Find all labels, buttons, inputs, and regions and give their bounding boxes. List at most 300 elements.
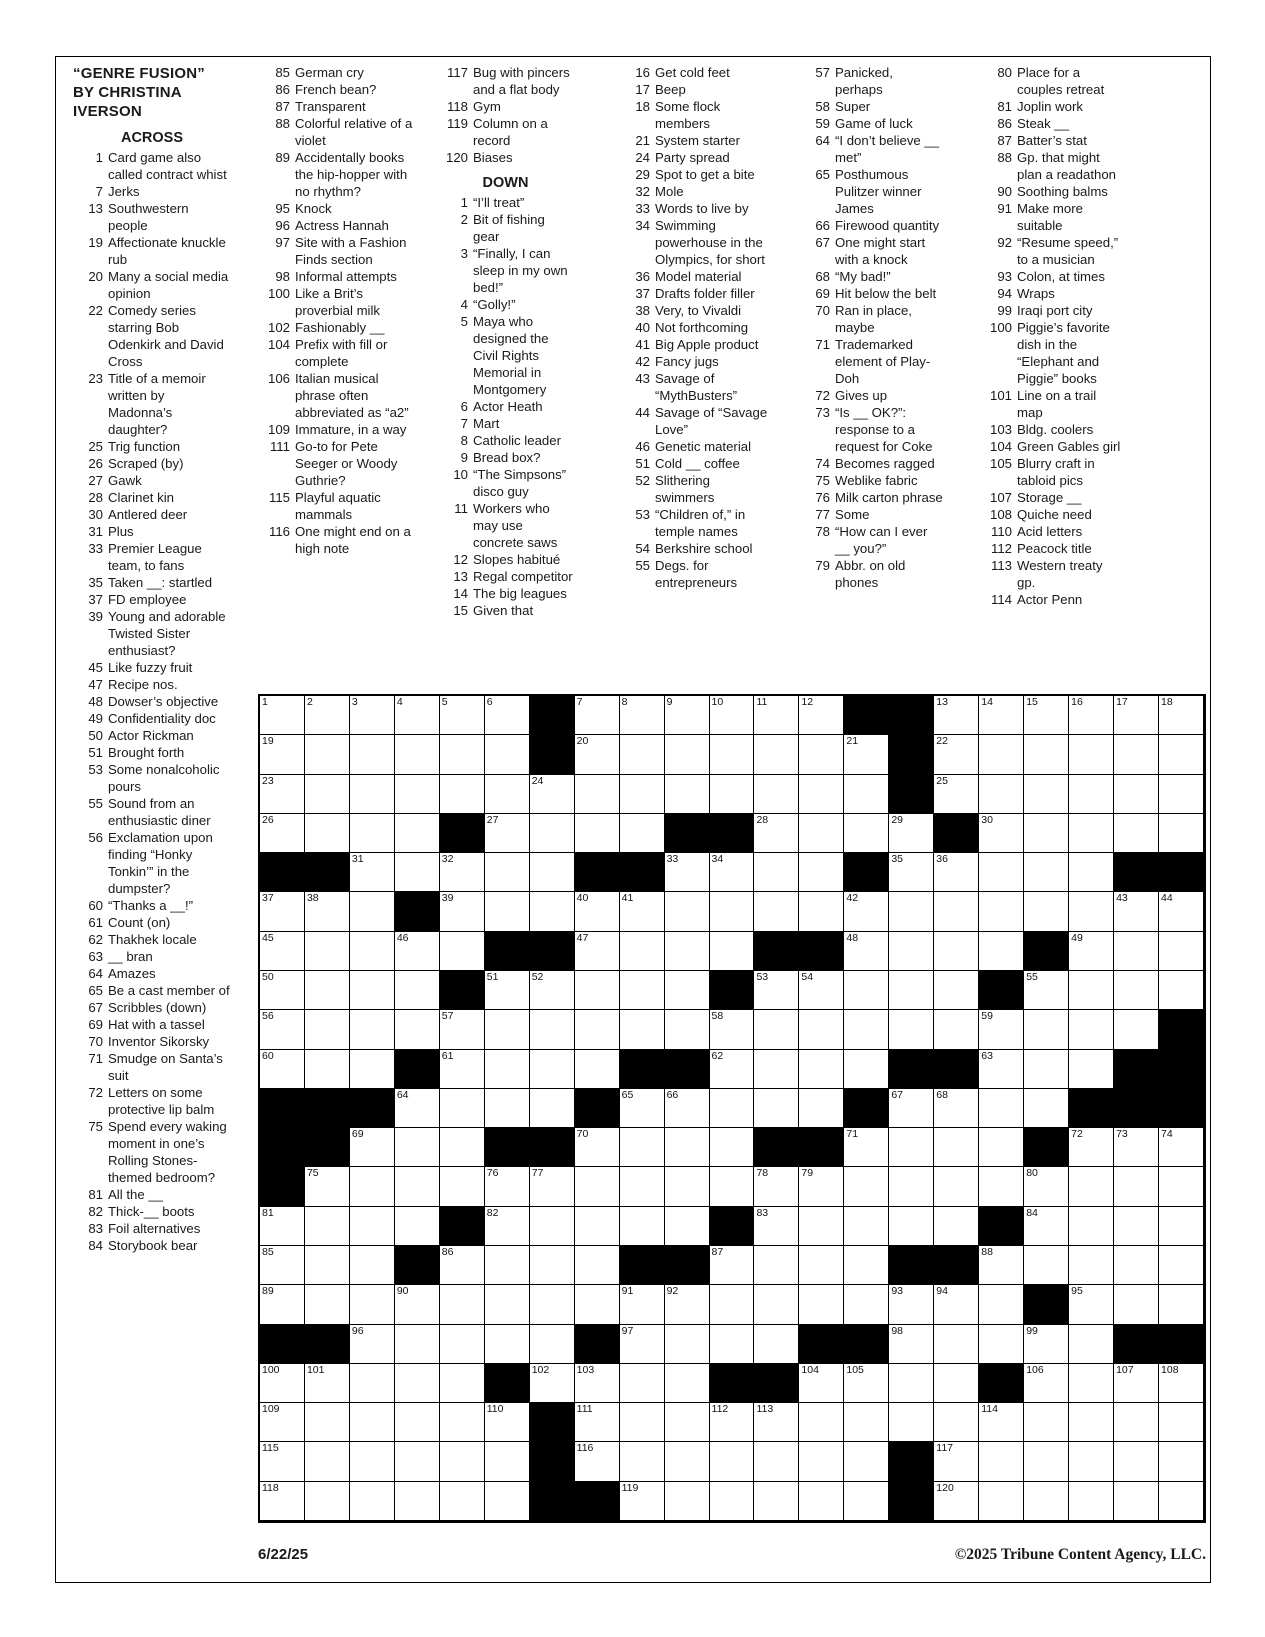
grid-cell-r21c4[interactable] bbox=[395, 1482, 440, 1521]
grid-cell-r4c3[interactable] bbox=[350, 814, 395, 853]
grid-cell-r4c17[interactable] bbox=[979, 814, 1024, 853]
grid-cell-r14c2[interactable] bbox=[305, 1207, 350, 1246]
grid-cell-r18c9[interactable] bbox=[620, 1364, 665, 1403]
grid-cell-r8c10[interactable] bbox=[665, 971, 710, 1010]
grid-cell-r11c15[interactable] bbox=[889, 1089, 934, 1128]
grid-cell-r16c20[interactable] bbox=[1114, 1285, 1159, 1324]
grid-cell-r5c19[interactable] bbox=[1069, 853, 1114, 892]
grid-cell-r15c3[interactable] bbox=[350, 1246, 395, 1285]
grid-cell-r14c14[interactable] bbox=[844, 1207, 889, 1246]
grid-cell-r10c7[interactable] bbox=[530, 1050, 575, 1089]
grid-cell-r10c17[interactable] bbox=[979, 1050, 1024, 1089]
grid-cell-r15c21[interactable] bbox=[1159, 1246, 1204, 1285]
grid-cell-r10c14[interactable] bbox=[844, 1050, 889, 1089]
grid-cell-r10c3[interactable] bbox=[350, 1050, 395, 1089]
grid-cell-r20c8[interactable] bbox=[575, 1442, 620, 1481]
grid-cell-r4c13[interactable] bbox=[799, 814, 844, 853]
grid-cell-r14c6[interactable] bbox=[485, 1207, 530, 1246]
grid-cell-r16c7[interactable] bbox=[530, 1285, 575, 1324]
grid-cell-r12c19[interactable] bbox=[1069, 1128, 1114, 1167]
grid-cell-r6c16[interactable] bbox=[934, 892, 979, 931]
grid-cell-r16c12[interactable] bbox=[754, 1285, 799, 1324]
grid-cell-r3c4[interactable] bbox=[395, 775, 440, 814]
grid-cell-r15c1[interactable] bbox=[260, 1246, 305, 1285]
grid-cell-r19c4[interactable] bbox=[395, 1403, 440, 1442]
grid-cell-r10c19[interactable] bbox=[1069, 1050, 1114, 1089]
grid-cell-r20c10[interactable] bbox=[665, 1442, 710, 1481]
grid-cell-r18c14[interactable] bbox=[844, 1364, 889, 1403]
grid-cell-r3c14[interactable] bbox=[844, 775, 889, 814]
grid-cell-r8c15[interactable] bbox=[889, 971, 934, 1010]
grid-cell-r19c5[interactable] bbox=[440, 1403, 485, 1442]
grid-cell-r6c14[interactable] bbox=[844, 892, 889, 931]
grid-cell-r20c3[interactable] bbox=[350, 1442, 395, 1481]
grid-cell-r18c7[interactable] bbox=[530, 1364, 575, 1403]
grid-cell-r2c12[interactable] bbox=[754, 735, 799, 774]
grid-cell-r16c21[interactable] bbox=[1159, 1285, 1204, 1324]
grid-cell-r3c17[interactable] bbox=[979, 775, 1024, 814]
grid-cell-r21c9[interactable] bbox=[620, 1482, 665, 1521]
grid-cell-r20c16[interactable] bbox=[934, 1442, 979, 1481]
grid-cell-r4c21[interactable] bbox=[1159, 814, 1204, 853]
grid-cell-r5c6[interactable] bbox=[485, 853, 530, 892]
grid-cell-r6c6[interactable] bbox=[485, 892, 530, 931]
grid-cell-r20c17[interactable] bbox=[979, 1442, 1024, 1481]
grid-cell-r5c7[interactable] bbox=[530, 853, 575, 892]
grid-cell-r2c14[interactable] bbox=[844, 735, 889, 774]
grid-cell-r13c3[interactable] bbox=[350, 1167, 395, 1206]
grid-cell-r7c9[interactable] bbox=[620, 932, 665, 971]
grid-cell-r12c4[interactable] bbox=[395, 1128, 440, 1167]
grid-cell-r8c20[interactable] bbox=[1114, 971, 1159, 1010]
grid-cell-r3c5[interactable] bbox=[440, 775, 485, 814]
grid-cell-r2c4[interactable] bbox=[395, 735, 440, 774]
grid-cell-r21c12[interactable] bbox=[754, 1482, 799, 1521]
grid-cell-r21c14[interactable] bbox=[844, 1482, 889, 1521]
grid-cell-r1c21[interactable] bbox=[1159, 696, 1204, 735]
grid-cell-r13c8[interactable] bbox=[575, 1167, 620, 1206]
grid-cell-r20c20[interactable] bbox=[1114, 1442, 1159, 1481]
grid-cell-r13c11[interactable] bbox=[710, 1167, 755, 1206]
grid-cell-r3c9[interactable] bbox=[620, 775, 665, 814]
grid-cell-r9c15[interactable] bbox=[889, 1010, 934, 1049]
grid-cell-r9c14[interactable] bbox=[844, 1010, 889, 1049]
grid-cell-r3c3[interactable] bbox=[350, 775, 395, 814]
grid-cell-r21c2[interactable] bbox=[305, 1482, 350, 1521]
grid-cell-r5c12[interactable] bbox=[754, 853, 799, 892]
grid-cell-r3c16[interactable] bbox=[934, 775, 979, 814]
grid-cell-r16c15[interactable] bbox=[889, 1285, 934, 1324]
grid-cell-r8c19[interactable] bbox=[1069, 971, 1114, 1010]
grid-cell-r14c7[interactable] bbox=[530, 1207, 575, 1246]
grid-cell-r4c15[interactable] bbox=[889, 814, 934, 853]
grid-cell-r17c7[interactable] bbox=[530, 1325, 575, 1364]
grid-cell-r13c18[interactable] bbox=[1024, 1167, 1069, 1206]
grid-cell-r18c2[interactable] bbox=[305, 1364, 350, 1403]
grid-cell-r11c17[interactable] bbox=[979, 1089, 1024, 1128]
grid-cell-r21c5[interactable] bbox=[440, 1482, 485, 1521]
grid-cell-r9c20[interactable] bbox=[1114, 1010, 1159, 1049]
grid-cell-r7c1[interactable] bbox=[260, 932, 305, 971]
grid-cell-r12c15[interactable] bbox=[889, 1128, 934, 1167]
grid-cell-r1c18[interactable] bbox=[1024, 696, 1069, 735]
grid-cell-r7c19[interactable] bbox=[1069, 932, 1114, 971]
grid-cell-r4c12[interactable] bbox=[754, 814, 799, 853]
grid-cell-r1c20[interactable] bbox=[1114, 696, 1159, 735]
grid-cell-r6c20[interactable] bbox=[1114, 892, 1159, 931]
grid-cell-r13c6[interactable] bbox=[485, 1167, 530, 1206]
grid-cell-r9c19[interactable] bbox=[1069, 1010, 1114, 1049]
grid-cell-r6c11[interactable] bbox=[710, 892, 755, 931]
grid-cell-r2c6[interactable] bbox=[485, 735, 530, 774]
grid-cell-r21c21[interactable] bbox=[1159, 1482, 1204, 1521]
grid-cell-r19c14[interactable] bbox=[844, 1403, 889, 1442]
grid-cell-r20c5[interactable] bbox=[440, 1442, 485, 1481]
grid-cell-r5c3[interactable] bbox=[350, 853, 395, 892]
grid-cell-r2c21[interactable] bbox=[1159, 735, 1204, 774]
grid-cell-r7c17[interactable] bbox=[979, 932, 1024, 971]
grid-cell-r12c11[interactable] bbox=[710, 1128, 755, 1167]
grid-cell-r9c1[interactable] bbox=[260, 1010, 305, 1049]
grid-cell-r12c14[interactable] bbox=[844, 1128, 889, 1167]
grid-cell-r19c8[interactable] bbox=[575, 1403, 620, 1442]
grid-cell-r6c13[interactable] bbox=[799, 892, 844, 931]
grid-cell-r16c11[interactable] bbox=[710, 1285, 755, 1324]
grid-cell-r2c2[interactable] bbox=[305, 735, 350, 774]
grid-cell-r4c19[interactable] bbox=[1069, 814, 1114, 853]
grid-cell-r1c19[interactable] bbox=[1069, 696, 1114, 735]
grid-cell-r14c13[interactable] bbox=[799, 1207, 844, 1246]
grid-cell-r17c18[interactable] bbox=[1024, 1325, 1069, 1364]
grid-cell-r1c6[interactable] bbox=[485, 696, 530, 735]
grid-cell-r14c10[interactable] bbox=[665, 1207, 710, 1246]
grid-cell-r12c21[interactable] bbox=[1159, 1128, 1204, 1167]
grid-cell-r2c8[interactable] bbox=[575, 735, 620, 774]
grid-cell-r4c1[interactable] bbox=[260, 814, 305, 853]
grid-cell-r17c12[interactable] bbox=[754, 1325, 799, 1364]
grid-cell-r19c2[interactable] bbox=[305, 1403, 350, 1442]
grid-cell-r9c16[interactable] bbox=[934, 1010, 979, 1049]
grid-cell-r11c12[interactable] bbox=[754, 1089, 799, 1128]
grid-cell-r5c5[interactable] bbox=[440, 853, 485, 892]
grid-cell-r2c13[interactable] bbox=[799, 735, 844, 774]
grid-cell-r2c3[interactable] bbox=[350, 735, 395, 774]
grid-cell-r7c20[interactable] bbox=[1114, 932, 1159, 971]
grid-cell-r19c17[interactable] bbox=[979, 1403, 1024, 1442]
grid-cell-r6c19[interactable] bbox=[1069, 892, 1114, 931]
grid-cell-r6c8[interactable] bbox=[575, 892, 620, 931]
grid-cell-r5c4[interactable] bbox=[395, 853, 440, 892]
grid-cell-r21c17[interactable] bbox=[979, 1482, 1024, 1521]
grid-cell-r15c13[interactable] bbox=[799, 1246, 844, 1285]
grid-cell-r13c9[interactable] bbox=[620, 1167, 665, 1206]
grid-cell-r11c9[interactable] bbox=[620, 1089, 665, 1128]
grid-cell-r14c1[interactable] bbox=[260, 1207, 305, 1246]
grid-cell-r20c6[interactable] bbox=[485, 1442, 530, 1481]
grid-cell-r13c12[interactable] bbox=[754, 1167, 799, 1206]
grid-cell-r10c13[interactable] bbox=[799, 1050, 844, 1089]
grid-cell-r9c11[interactable] bbox=[710, 1010, 755, 1049]
grid-cell-r6c18[interactable] bbox=[1024, 892, 1069, 931]
grid-cell-r8c2[interactable] bbox=[305, 971, 350, 1010]
grid-cell-r12c8[interactable] bbox=[575, 1128, 620, 1167]
grid-cell-r10c1[interactable] bbox=[260, 1050, 305, 1089]
grid-cell-r19c21[interactable] bbox=[1159, 1403, 1204, 1442]
grid-cell-r7c21[interactable] bbox=[1159, 932, 1204, 971]
grid-cell-r11c5[interactable] bbox=[440, 1089, 485, 1128]
grid-cell-r5c11[interactable] bbox=[710, 853, 755, 892]
grid-cell-r19c10[interactable] bbox=[665, 1403, 710, 1442]
grid-cell-r20c14[interactable] bbox=[844, 1442, 889, 1481]
grid-cell-r10c12[interactable] bbox=[754, 1050, 799, 1089]
grid-cell-r13c10[interactable] bbox=[665, 1167, 710, 1206]
grid-cell-r18c10[interactable] bbox=[665, 1364, 710, 1403]
grid-cell-r13c21[interactable] bbox=[1159, 1167, 1204, 1206]
grid-cell-r1c2[interactable] bbox=[305, 696, 350, 735]
grid-cell-r9c7[interactable] bbox=[530, 1010, 575, 1049]
grid-cell-r21c16[interactable] bbox=[934, 1482, 979, 1521]
grid-cell-r14c19[interactable] bbox=[1069, 1207, 1114, 1246]
grid-cell-r11c11[interactable] bbox=[710, 1089, 755, 1128]
grid-cell-r21c1[interactable] bbox=[260, 1482, 305, 1521]
grid-cell-r13c5[interactable] bbox=[440, 1167, 485, 1206]
grid-cell-r10c5[interactable] bbox=[440, 1050, 485, 1089]
grid-cell-r11c13[interactable] bbox=[799, 1089, 844, 1128]
grid-cell-r14c4[interactable] bbox=[395, 1207, 440, 1246]
grid-cell-r8c3[interactable] bbox=[350, 971, 395, 1010]
grid-cell-r4c9[interactable] bbox=[620, 814, 665, 853]
grid-cell-r16c6[interactable] bbox=[485, 1285, 530, 1324]
grid-cell-r16c1[interactable] bbox=[260, 1285, 305, 1324]
grid-cell-r11c4[interactable] bbox=[395, 1089, 440, 1128]
grid-cell-r19c11[interactable] bbox=[710, 1403, 755, 1442]
grid-cell-r1c10[interactable] bbox=[665, 696, 710, 735]
grid-cell-r19c16[interactable] bbox=[934, 1403, 979, 1442]
grid-cell-r9c8[interactable] bbox=[575, 1010, 620, 1049]
grid-cell-r8c21[interactable] bbox=[1159, 971, 1204, 1010]
grid-cell-r1c8[interactable] bbox=[575, 696, 620, 735]
grid-cell-r4c6[interactable] bbox=[485, 814, 530, 853]
grid-cell-r21c13[interactable] bbox=[799, 1482, 844, 1521]
grid-cell-r19c13[interactable] bbox=[799, 1403, 844, 1442]
grid-cell-r15c5[interactable] bbox=[440, 1246, 485, 1285]
grid-cell-r20c18[interactable] bbox=[1024, 1442, 1069, 1481]
grid-cell-r8c14[interactable] bbox=[844, 971, 889, 1010]
grid-cell-r8c9[interactable] bbox=[620, 971, 665, 1010]
grid-cell-r14c15[interactable] bbox=[889, 1207, 934, 1246]
grid-cell-r1c4[interactable] bbox=[395, 696, 440, 735]
grid-cell-r21c18[interactable] bbox=[1024, 1482, 1069, 1521]
grid-cell-r2c19[interactable] bbox=[1069, 735, 1114, 774]
grid-cell-r7c11[interactable] bbox=[710, 932, 755, 971]
grid-cell-r18c1[interactable] bbox=[260, 1364, 305, 1403]
grid-cell-r6c3[interactable] bbox=[350, 892, 395, 931]
grid-cell-r8c16[interactable] bbox=[934, 971, 979, 1010]
grid-cell-r18c13[interactable] bbox=[799, 1364, 844, 1403]
grid-cell-r12c20[interactable] bbox=[1114, 1128, 1159, 1167]
grid-cell-r5c16[interactable] bbox=[934, 853, 979, 892]
grid-cell-r7c15[interactable] bbox=[889, 932, 934, 971]
grid-cell-r2c16[interactable] bbox=[934, 735, 979, 774]
grid-cell-r16c16[interactable] bbox=[934, 1285, 979, 1324]
grid-cell-r15c14[interactable] bbox=[844, 1246, 889, 1285]
grid-cell-r15c8[interactable] bbox=[575, 1246, 620, 1285]
grid-cell-r6c9[interactable] bbox=[620, 892, 665, 931]
grid-cell-r17c5[interactable] bbox=[440, 1325, 485, 1364]
grid-cell-r10c11[interactable] bbox=[710, 1050, 755, 1089]
grid-cell-r21c11[interactable] bbox=[710, 1482, 755, 1521]
grid-cell-r9c2[interactable] bbox=[305, 1010, 350, 1049]
grid-cell-r17c3[interactable] bbox=[350, 1325, 395, 1364]
grid-cell-r12c10[interactable] bbox=[665, 1128, 710, 1167]
grid-cell-r20c12[interactable] bbox=[754, 1442, 799, 1481]
grid-cell-r3c2[interactable] bbox=[305, 775, 350, 814]
grid-cell-r18c20[interactable] bbox=[1114, 1364, 1159, 1403]
grid-cell-r13c20[interactable] bbox=[1114, 1167, 1159, 1206]
grid-cell-r1c11[interactable] bbox=[710, 696, 755, 735]
grid-cell-r9c10[interactable] bbox=[665, 1010, 710, 1049]
grid-cell-r13c15[interactable] bbox=[889, 1167, 934, 1206]
grid-cell-r17c17[interactable] bbox=[979, 1325, 1024, 1364]
grid-cell-r1c16[interactable] bbox=[934, 696, 979, 735]
grid-cell-r8c6[interactable] bbox=[485, 971, 530, 1010]
grid-cell-r3c13[interactable] bbox=[799, 775, 844, 814]
grid-cell-r6c12[interactable] bbox=[754, 892, 799, 931]
grid-cell-r11c18[interactable] bbox=[1024, 1089, 1069, 1128]
grid-cell-r3c10[interactable] bbox=[665, 775, 710, 814]
grid-cell-r16c10[interactable] bbox=[665, 1285, 710, 1324]
grid-cell-r8c18[interactable] bbox=[1024, 971, 1069, 1010]
grid-cell-r8c1[interactable] bbox=[260, 971, 305, 1010]
grid-cell-r18c16[interactable] bbox=[934, 1364, 979, 1403]
grid-cell-r3c19[interactable] bbox=[1069, 775, 1114, 814]
grid-cell-r17c6[interactable] bbox=[485, 1325, 530, 1364]
grid-cell-r6c1[interactable] bbox=[260, 892, 305, 931]
grid-cell-r1c9[interactable] bbox=[620, 696, 665, 735]
grid-cell-r7c4[interactable] bbox=[395, 932, 440, 971]
grid-cell-r14c18[interactable] bbox=[1024, 1207, 1069, 1246]
grid-cell-r15c19[interactable] bbox=[1069, 1246, 1114, 1285]
grid-cell-r11c7[interactable] bbox=[530, 1089, 575, 1128]
grid-cell-r9c13[interactable] bbox=[799, 1010, 844, 1049]
grid-cell-r2c18[interactable] bbox=[1024, 735, 1069, 774]
grid-cell-r9c9[interactable] bbox=[620, 1010, 665, 1049]
grid-cell-r19c9[interactable] bbox=[620, 1403, 665, 1442]
grid-cell-r15c12[interactable] bbox=[754, 1246, 799, 1285]
grid-cell-r15c17[interactable] bbox=[979, 1246, 1024, 1285]
grid-cell-r15c2[interactable] bbox=[305, 1246, 350, 1285]
grid-cell-r7c16[interactable] bbox=[934, 932, 979, 971]
grid-cell-r5c15[interactable] bbox=[889, 853, 934, 892]
grid-cell-r16c2[interactable] bbox=[305, 1285, 350, 1324]
grid-cell-r4c14[interactable] bbox=[844, 814, 889, 853]
grid-cell-r4c18[interactable] bbox=[1024, 814, 1069, 853]
grid-cell-r1c1[interactable] bbox=[260, 696, 305, 735]
grid-cell-r10c6[interactable] bbox=[485, 1050, 530, 1089]
grid-cell-r5c18[interactable] bbox=[1024, 853, 1069, 892]
grid-cell-r18c18[interactable] bbox=[1024, 1364, 1069, 1403]
grid-cell-r19c1[interactable] bbox=[260, 1403, 305, 1442]
grid-cell-r9c12[interactable] bbox=[754, 1010, 799, 1049]
grid-cell-r5c13[interactable] bbox=[799, 853, 844, 892]
grid-cell-r19c15[interactable] bbox=[889, 1403, 934, 1442]
grid-cell-r2c20[interactable] bbox=[1114, 735, 1159, 774]
grid-cell-r12c3[interactable] bbox=[350, 1128, 395, 1167]
grid-cell-r20c9[interactable] bbox=[620, 1442, 665, 1481]
grid-cell-r3c11[interactable] bbox=[710, 775, 755, 814]
grid-cell-r6c7[interactable] bbox=[530, 892, 575, 931]
grid-cell-r3c8[interactable] bbox=[575, 775, 620, 814]
grid-cell-r20c2[interactable] bbox=[305, 1442, 350, 1481]
grid-cell-r5c17[interactable] bbox=[979, 853, 1024, 892]
grid-cell-r2c17[interactable] bbox=[979, 735, 1024, 774]
grid-cell-r8c12[interactable] bbox=[754, 971, 799, 1010]
grid-cell-r9c18[interactable] bbox=[1024, 1010, 1069, 1049]
grid-cell-r2c9[interactable] bbox=[620, 735, 665, 774]
grid-cell-r19c18[interactable] bbox=[1024, 1403, 1069, 1442]
grid-cell-r3c18[interactable] bbox=[1024, 775, 1069, 814]
grid-cell-r21c20[interactable] bbox=[1114, 1482, 1159, 1521]
grid-cell-r14c16[interactable] bbox=[934, 1207, 979, 1246]
grid-cell-r7c5[interactable] bbox=[440, 932, 485, 971]
grid-cell-r18c3[interactable] bbox=[350, 1364, 395, 1403]
grid-cell-r17c11[interactable] bbox=[710, 1325, 755, 1364]
grid-cell-r13c4[interactable] bbox=[395, 1167, 440, 1206]
grid-cell-r16c3[interactable] bbox=[350, 1285, 395, 1324]
grid-cell-r7c8[interactable] bbox=[575, 932, 620, 971]
grid-cell-r1c3[interactable] bbox=[350, 696, 395, 735]
grid-cell-r6c2[interactable] bbox=[305, 892, 350, 931]
grid-cell-r3c7[interactable] bbox=[530, 775, 575, 814]
grid-cell-r16c13[interactable] bbox=[799, 1285, 844, 1324]
grid-cell-r3c6[interactable] bbox=[485, 775, 530, 814]
grid-cell-r12c5[interactable] bbox=[440, 1128, 485, 1167]
grid-cell-r4c8[interactable] bbox=[575, 814, 620, 853]
grid-cell-r19c12[interactable] bbox=[754, 1403, 799, 1442]
grid-cell-r3c20[interactable] bbox=[1114, 775, 1159, 814]
grid-cell-r9c5[interactable] bbox=[440, 1010, 485, 1049]
grid-cell-r1c13[interactable] bbox=[799, 696, 844, 735]
grid-cell-r3c21[interactable] bbox=[1159, 775, 1204, 814]
grid-cell-r18c4[interactable] bbox=[395, 1364, 440, 1403]
grid-cell-r13c16[interactable] bbox=[934, 1167, 979, 1206]
grid-cell-r5c10[interactable] bbox=[665, 853, 710, 892]
grid-cell-r6c17[interactable] bbox=[979, 892, 1024, 931]
grid-cell-r21c10[interactable] bbox=[665, 1482, 710, 1521]
grid-cell-r6c21[interactable] bbox=[1159, 892, 1204, 931]
grid-cell-r3c12[interactable] bbox=[754, 775, 799, 814]
grid-cell-r16c8[interactable] bbox=[575, 1285, 620, 1324]
grid-cell-r14c12[interactable] bbox=[754, 1207, 799, 1246]
grid-cell-r13c14[interactable] bbox=[844, 1167, 889, 1206]
grid-cell-r14c20[interactable] bbox=[1114, 1207, 1159, 1246]
grid-cell-r17c16[interactable] bbox=[934, 1325, 979, 1364]
grid-cell-r4c20[interactable] bbox=[1114, 814, 1159, 853]
grid-cell-r11c16[interactable] bbox=[934, 1089, 979, 1128]
grid-cell-r15c20[interactable] bbox=[1114, 1246, 1159, 1285]
grid-cell-r21c3[interactable] bbox=[350, 1482, 395, 1521]
grid-cell-r8c7[interactable] bbox=[530, 971, 575, 1010]
grid-cell-r16c5[interactable] bbox=[440, 1285, 485, 1324]
grid-cell-r6c5[interactable] bbox=[440, 892, 485, 931]
grid-cell-r15c7[interactable] bbox=[530, 1246, 575, 1285]
grid-cell-r8c4[interactable] bbox=[395, 971, 440, 1010]
grid-cell-r14c8[interactable] bbox=[575, 1207, 620, 1246]
grid-cell-r20c19[interactable] bbox=[1069, 1442, 1114, 1481]
grid-cell-r4c4[interactable] bbox=[395, 814, 440, 853]
grid-cell-r20c4[interactable] bbox=[395, 1442, 440, 1481]
grid-cell-r9c4[interactable] bbox=[395, 1010, 440, 1049]
